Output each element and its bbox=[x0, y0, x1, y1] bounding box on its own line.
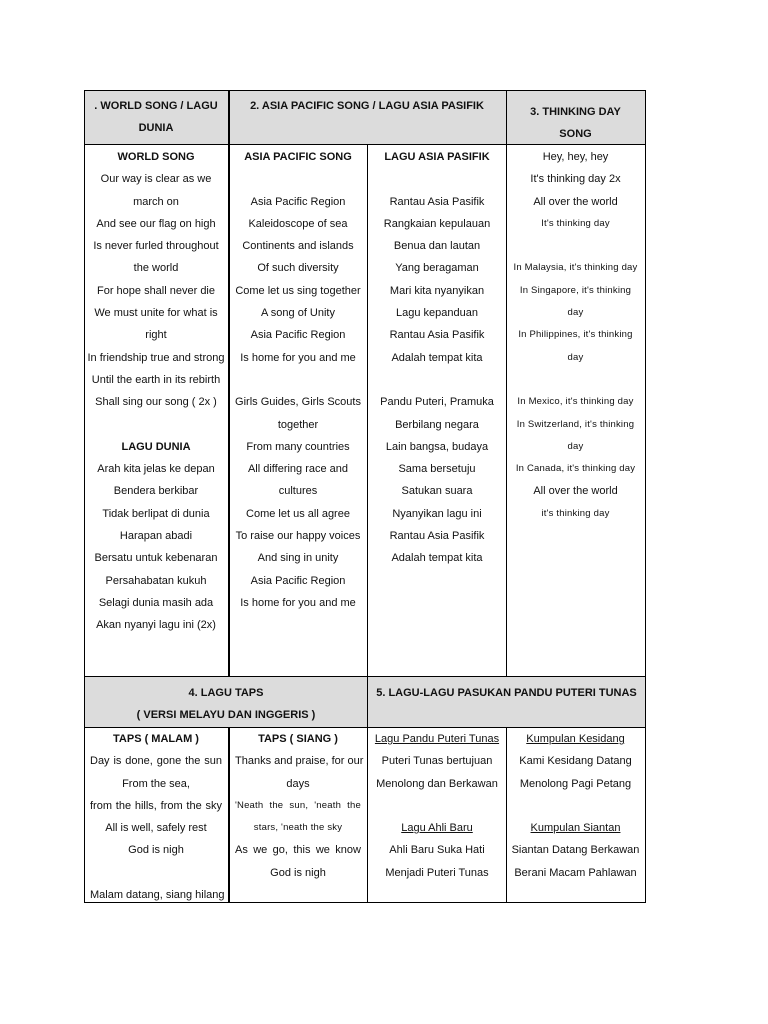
asia-pacific-song-line: Asia Pacific Region bbox=[250, 195, 346, 208]
taps-malam-line: All is well, safely rest bbox=[105, 822, 207, 835]
world-song-line: Our way is clear as we bbox=[100, 173, 212, 186]
header-world-song-line2: DUNIA bbox=[138, 122, 174, 134]
world-song-line: the world bbox=[133, 262, 179, 275]
pandu-puteri-tunas-line bbox=[368, 795, 506, 817]
taps-siang-line: God is nigh bbox=[270, 866, 326, 879]
taps-siang-line: As we go, this we know bbox=[235, 844, 361, 857]
lagu-asia-pasifik-line: Nyanyikan lagu ini bbox=[392, 507, 482, 520]
asia-pacific-song-line: cultures bbox=[278, 485, 318, 498]
asia-pacific-song-line: From many countries bbox=[246, 440, 350, 453]
asia-pacific-song-line bbox=[229, 369, 367, 391]
taps-malam-line: God is nigh bbox=[128, 844, 184, 857]
world-song-line: Akan nyanyi lagu ini (2x) bbox=[96, 619, 216, 632]
header-lagu-taps bbox=[84, 677, 368, 727]
table-border-row1-bottom bbox=[84, 676, 646, 677]
taps-siang-line: Thanks and praise, for our bbox=[235, 755, 364, 768]
taps-malam-line: Malam datang, siang hilang bbox=[90, 889, 225, 902]
world-song-line: LAGU DUNIA bbox=[121, 440, 191, 453]
table-border-header2-bottom bbox=[84, 727, 646, 728]
asia-pacific-song-line: Come let us all agree bbox=[246, 507, 350, 520]
lagu-asia-pasifik-line: LAGU ASIA PASIFIK bbox=[384, 151, 490, 163]
lagu-asia-pasifik-line: Rantau Asia Pasifik bbox=[389, 530, 485, 543]
thinking-day-line: Hey, hey, hey bbox=[542, 151, 609, 163]
asia-pacific-song-line: together bbox=[277, 418, 319, 431]
world-song-line: In friendship true and strong bbox=[87, 351, 225, 364]
asia-pacific-song-line: Girls Guides, Girls Scouts bbox=[235, 396, 361, 409]
header-world-song bbox=[84, 91, 228, 144]
kumpulan-column bbox=[506, 728, 645, 884]
kumpulan-line: Kami Kesidang Datang bbox=[519, 755, 632, 768]
header-pasukan-text: 5. LAGU-LAGU PASUKAN PANDU PUTERI TUNAS bbox=[376, 687, 637, 699]
lagu-asia-pasifik-line: Pandu Puteri, Pramuka bbox=[380, 396, 494, 409]
pandu-puteri-tunas-line: Lagu Ahli Baru bbox=[401, 822, 473, 835]
taps-siang-line: stars, 'neath the sky bbox=[253, 822, 343, 834]
asia-pacific-song-line: Come let us sing together bbox=[235, 284, 361, 297]
header-thinking-day-line1: 3. THINKING DAY bbox=[530, 106, 621, 118]
header-asia-pacific-text: 2. ASIA PACIFIC SONG / LAGU ASIA PASIFIK bbox=[250, 100, 484, 112]
world-song-column bbox=[84, 146, 228, 637]
taps-malam-line: Day is done, gone the sun bbox=[90, 755, 222, 768]
lagu-asia-pasifik-line: Rantau Asia Pasifik bbox=[389, 195, 485, 208]
thinking-day-line: It's thinking day bbox=[541, 217, 610, 229]
table-divider-col2-row2 bbox=[367, 677, 368, 903]
kumpulan-line: Siantan Datang Berkawan bbox=[511, 844, 640, 857]
table-border-top bbox=[84, 90, 646, 91]
lagu-asia-pasifik-line: Mari kita nyanyikan bbox=[389, 284, 485, 297]
world-song-line: Until the earth in its rebirth bbox=[91, 373, 221, 386]
world-song-line: WORLD SONG bbox=[117, 151, 195, 163]
world-song-line: Bersatu untuk kebenaran bbox=[94, 552, 218, 565]
world-song-line: For hope shall never die bbox=[96, 284, 215, 297]
pandu-puteri-tunas-line: Lagu Pandu Puteri Tunas bbox=[374, 733, 500, 745]
thinking-day-line: day bbox=[567, 307, 584, 319]
world-song-line: Persahabatan kukuh bbox=[105, 574, 207, 587]
pandu-puteri-tunas-line: Menjadi Puteri Tunas bbox=[385, 866, 489, 879]
lagu-asia-pasifik-line: Rangkaian kepulauan bbox=[383, 217, 491, 230]
thinking-day-line: It's thinking day 2x bbox=[530, 173, 621, 186]
header-thinking-day-line2: SONG bbox=[559, 128, 592, 140]
table-divider-col1 bbox=[228, 90, 230, 677]
kumpulan-line: Menolong Pagi Petang bbox=[519, 777, 632, 790]
table-divider-col3 bbox=[506, 90, 507, 677]
table-border-right bbox=[645, 90, 646, 903]
thinking-day-line: All over the world bbox=[533, 485, 618, 498]
world-song-line: Tidak berlipat di dunia bbox=[102, 507, 210, 520]
thinking-day-line: In Mexico, it's thinking day bbox=[517, 396, 634, 408]
asia-pacific-song-line: Is home for you and me bbox=[240, 596, 356, 609]
header-world-song-line1: . WORLD SONG / LAGU bbox=[94, 100, 218, 112]
world-song-line: We must unite for what is bbox=[94, 307, 218, 320]
world-song-line: right bbox=[145, 329, 167, 342]
lagu-asia-pasifik-line: Lagu kepanduan bbox=[396, 307, 478, 320]
lagu-asia-pasifik-line: Lain bangsa, budaya bbox=[385, 440, 489, 453]
thinking-day-line bbox=[506, 369, 645, 391]
header-lagu-taps-subtitle: ( VERSI MELAYU DAN INGGERIS ) bbox=[136, 709, 316, 721]
kumpulan-line: Kumpulan Kesidang bbox=[526, 733, 625, 745]
taps-malam-line: From the sea, bbox=[122, 777, 190, 790]
header-asia-pacific bbox=[228, 91, 506, 144]
asia-pacific-song-line: Asia Pacific Region bbox=[250, 329, 346, 342]
thinking-day-line: In Malaysia, it's thinking day bbox=[513, 262, 638, 274]
taps-malam-line: from the hills, from the sky bbox=[90, 799, 222, 812]
thinking-day-line: In Switzerland, it's thinking bbox=[516, 418, 635, 430]
lagu-asia-pasifik-line bbox=[368, 168, 506, 190]
thinking-day-line: day bbox=[567, 351, 584, 363]
asia-pacific-song-line: Is home for you and me bbox=[240, 351, 356, 364]
thinking-day-line: All over the world bbox=[533, 195, 618, 208]
world-song-line: Bendera berkibar bbox=[113, 485, 199, 498]
asia-pacific-song-line: Of such diversity bbox=[257, 262, 339, 275]
asia-pacific-song-line: Kaleidoscope of sea bbox=[248, 217, 348, 230]
asia-pacific-song-line: And sing in unity bbox=[257, 552, 339, 565]
asia-pacific-song-line: To raise our happy voices bbox=[235, 530, 361, 543]
header-pasukan bbox=[368, 677, 645, 727]
world-song-line: march on bbox=[133, 195, 179, 208]
kumpulan-line: Berani Macam Pahlawan bbox=[514, 866, 637, 879]
lagu-asia-pasifik-line: Benua dan lautan bbox=[393, 240, 481, 253]
asia-pacific-song-line bbox=[229, 168, 367, 190]
lagu-asia-pasifik-line: Rantau Asia Pasifik bbox=[389, 329, 485, 342]
world-song-line: Shall sing our song ( 2x ) bbox=[95, 396, 217, 409]
pandu-puteri-tunas-line: Puteri Tunas bertujuan bbox=[381, 755, 493, 768]
table-border-left bbox=[84, 90, 85, 903]
lagu-asia-pasifik-line: Berbilang negara bbox=[395, 418, 479, 431]
world-song-line bbox=[84, 414, 228, 436]
world-song-line: Selagi dunia masih ada bbox=[98, 596, 214, 609]
pandu-puteri-tunas-line: Ahli Baru Suka Hati bbox=[389, 844, 485, 857]
header-lagu-taps-title: 4. LAGU TAPS bbox=[188, 687, 264, 699]
asia-pacific-song-line: Asia Pacific Region bbox=[250, 574, 346, 587]
thinking-day-line: In Canada, it's thinking day bbox=[515, 463, 636, 475]
header-thinking-day bbox=[506, 91, 645, 144]
asia-pacific-song-line: All differing race and bbox=[247, 463, 349, 476]
thinking-day-line: day bbox=[567, 440, 584, 452]
lagu-asia-pasifik-line: Yang beragaman bbox=[395, 262, 479, 275]
asia-pacific-song-column bbox=[229, 146, 367, 614]
world-song-line: Is never furled throughout bbox=[93, 240, 219, 253]
world-song-line: Harapan abadi bbox=[119, 530, 193, 543]
taps-malam-column bbox=[84, 728, 228, 906]
thinking-day-line: it's thinking day bbox=[541, 507, 610, 519]
asia-pacific-song-line: ASIA PACIFIC SONG bbox=[244, 151, 352, 163]
taps-siang-line: 'Neath the sun, 'neath the bbox=[235, 799, 361, 811]
world-song-line: And see our flag on high bbox=[96, 217, 216, 230]
table-divider-col3-row2 bbox=[506, 727, 507, 903]
table-border-bottom bbox=[84, 902, 646, 903]
lagu-asia-pasifik-line: Adalah tempat kita bbox=[391, 552, 483, 565]
asia-pacific-song-line: A song of Unity bbox=[261, 307, 335, 320]
table-divider-col2-row1 bbox=[367, 144, 368, 677]
taps-malam-line: TAPS ( MALAM ) bbox=[113, 733, 199, 745]
lagu-asia-pasifik-line: Sama bersetuju bbox=[398, 463, 476, 476]
pandu-puteri-tunas-column bbox=[368, 728, 506, 884]
thinking-day-line bbox=[506, 235, 645, 257]
lagu-asia-pasifik-line bbox=[368, 369, 506, 391]
world-song-line: Arah kita jelas ke depan bbox=[97, 463, 215, 476]
kumpulan-line: Kumpulan Siantan bbox=[530, 822, 621, 835]
lagu-asia-pasifik-line: Adalah tempat kita bbox=[391, 351, 483, 364]
taps-siang-column bbox=[229, 728, 367, 884]
pandu-puteri-tunas-line: Menolong dan Berkawan bbox=[376, 777, 498, 790]
taps-siang-line: TAPS ( SIANG ) bbox=[258, 733, 338, 745]
table-border-header1-bottom bbox=[84, 144, 646, 145]
thinking-day-column bbox=[506, 146, 645, 525]
lagu-asia-pasifik-column bbox=[368, 146, 506, 570]
taps-malam-line bbox=[84, 862, 228, 884]
table-divider-col1-row2 bbox=[228, 727, 230, 903]
asia-pacific-song-line: Continents and islands bbox=[242, 240, 354, 253]
thinking-day-line: In Philippines, it's thinking bbox=[518, 329, 633, 341]
kumpulan-line bbox=[506, 795, 645, 817]
lagu-asia-pasifik-line: Satukan suara bbox=[401, 485, 473, 498]
taps-siang-line: days bbox=[286, 777, 310, 790]
thinking-day-line: In Singapore, it's thinking bbox=[519, 284, 632, 296]
